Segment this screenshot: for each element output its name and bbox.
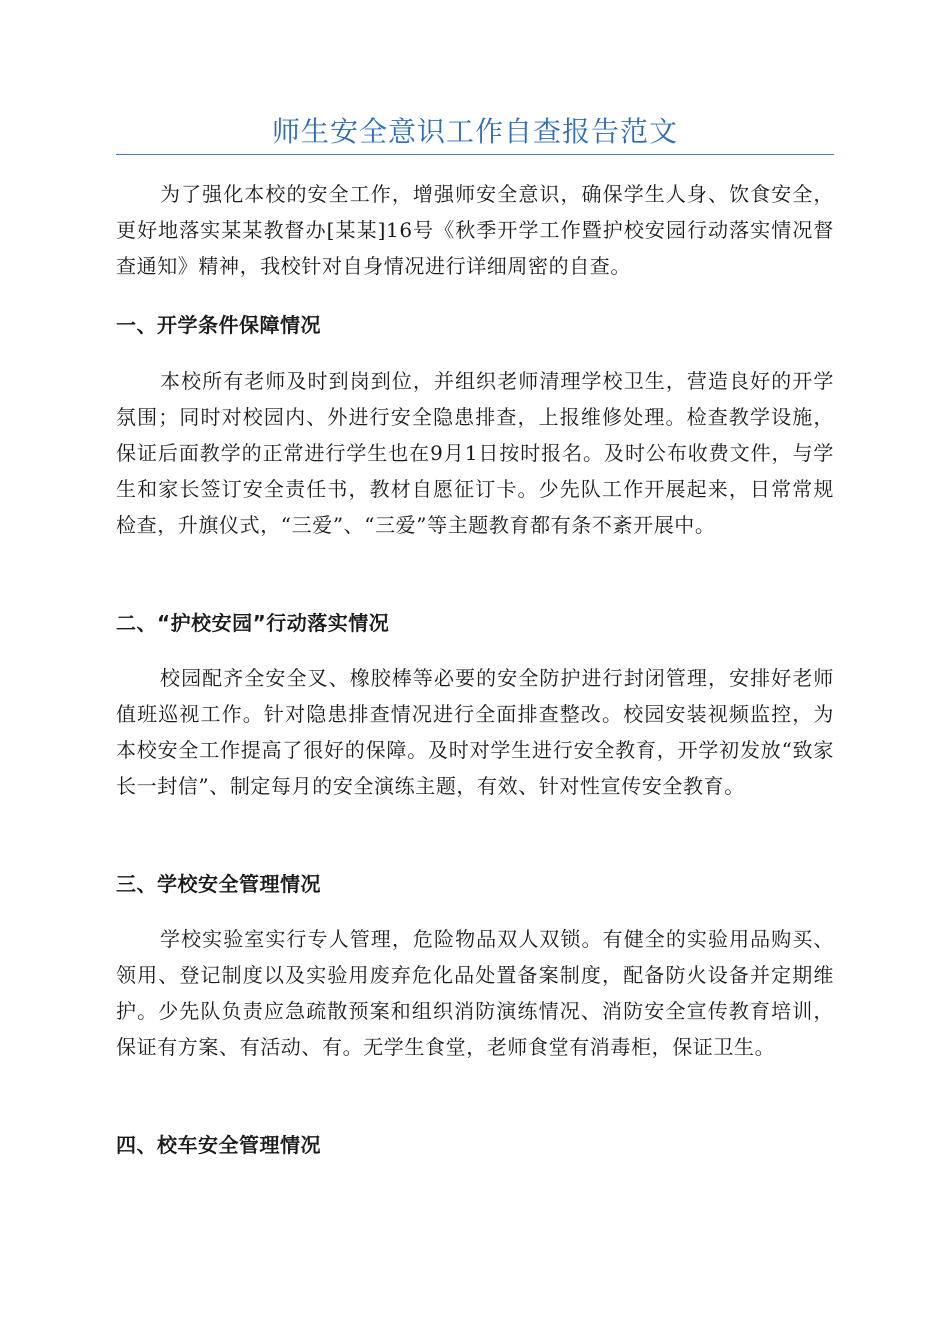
document-title: 师生安全意识工作自查报告范文 <box>271 115 678 148</box>
section-body-2: 校园配齐全安全叉、橡胶棒等必要的安全防护进行封闭管理，安排好老师值班巡视工作。针对隐患排查情况进行全面排查整改。校园安装视频监控，为本校安全工作提高了很好的保障。及时对学生进行安全教育，开学初发放“致家长一封信”、制定每月的安全演练主题，有效、针对性宣传安全教育。 <box>116 666 834 798</box>
title-underline <box>116 154 834 155</box>
section-heading-3: 三、学校安全管理情况 <box>116 872 321 896</box>
section-body-1: 本校所有老师及时到岗到位，并组织老师清理学校卫生，营造良好的开学氛围；同时对校园内、外进行安全隐患排查，上报维修处理。检查教学设施，保证后面教学的正常进行学生也在9月1日按时报名。及时公布收费文件，与学生和家长签订安全责任书，教材自愿征订卡。少先队工作开展起来，日常常规检查，升旗仪式，“三爱”、“三爱”等主题教育都有条不紊开展中。 <box>116 369 834 537</box>
section-heading-1: 一、开学条件保障情况 <box>116 313 321 337</box>
section-body-3: 学校实验室实行专人管理，危险物品双人双锁。有健全的实验用品购买、领用、登记制度以及实验用废弃危化品处置备案制度，配备防火设备并定期维护。少先队负责应急疏散预案和组织消防演练情况、消防安全宣传教育培训，保证有方案、有活动、有。无学生食堂，老师食堂有消毒柜，保证卫生。 <box>116 927 834 1059</box>
section-heading-4: 四、校车安全管理情况 <box>116 1133 321 1157</box>
section-heading-2: 二、“护校安园”行动落实情况 <box>116 611 390 635</box>
intro-paragraph: 为了强化本校的安全工作，增强师安全意识，确保学生人身、饮食安全，更好地落实某某教督办[某某]16号《秋季开学工作暨护校安园行动落实情况督查通知》精神，我校针对自身情况进行详细周密的自查。 <box>116 182 834 278</box>
